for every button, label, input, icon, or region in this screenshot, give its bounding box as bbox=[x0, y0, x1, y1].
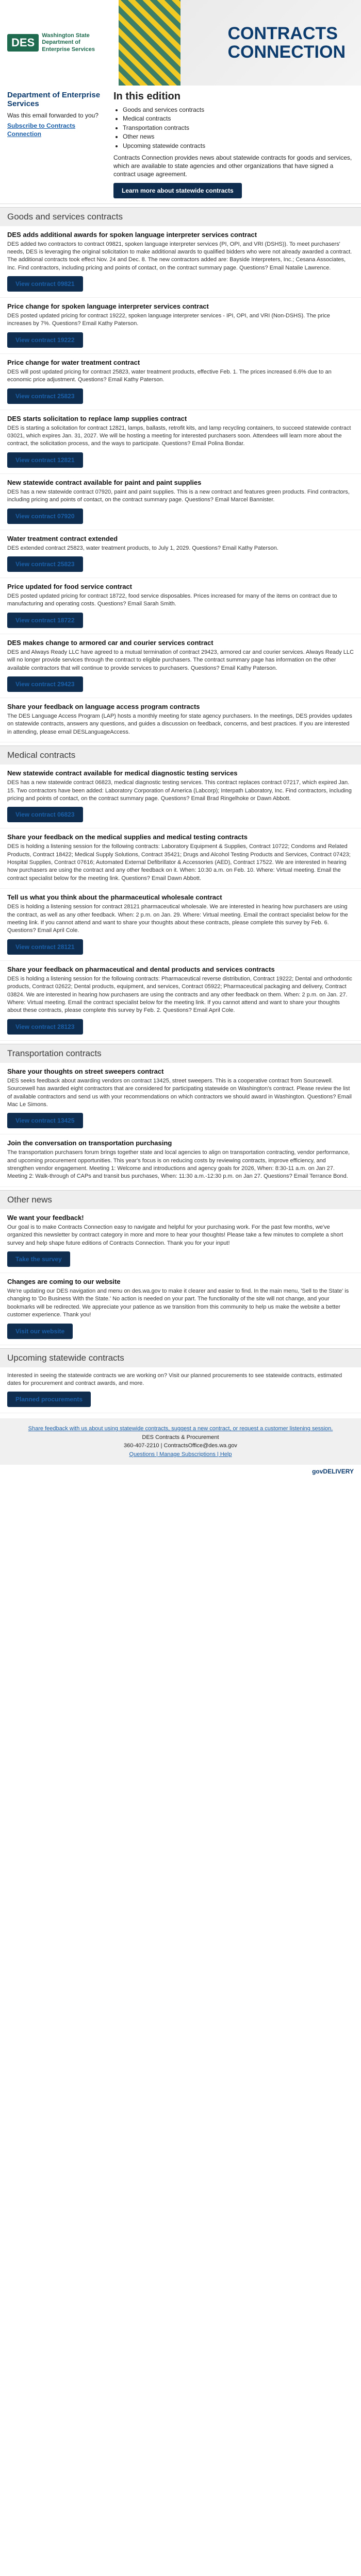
edition-item: • Transportation contracts bbox=[123, 124, 354, 132]
article-button[interactable]: View contract 29423 bbox=[7, 676, 83, 692]
section-upcoming: Upcoming statewide contracts bbox=[0, 1348, 361, 1367]
article-body: DES is holding a listening session for contract 28121 pharmaceutical wholesale. We are interested in hearing how purchasers are using the contract, as well as any other feedback. When: 2 p.m. on Jan. 29. Where: Virtual meeting. Email the contract specialist below for the meeting link. If you cannot attend and want to share your thoughts about these contracts, please complete this survey by Feb. 6. Questions? Email April Cole. bbox=[7, 904, 348, 934]
intro bbox=[0, 86, 361, 204]
article-button[interactable]: View contract 25823 bbox=[7, 556, 83, 572]
forwarded-text: Was this email forwarded to you? bbox=[7, 112, 99, 119]
article-button[interactable]: Visit our website bbox=[7, 1324, 73, 1339]
article bbox=[0, 226, 361, 298]
edition-heading: In this edition bbox=[113, 91, 180, 102]
article-title: New statewide contract available for paint and paint supplies bbox=[7, 478, 202, 486]
article bbox=[0, 1134, 361, 1187]
planned-procurements-button[interactable]: Planned procurements bbox=[7, 1392, 91, 1407]
article-button[interactable]: View contract 12821 bbox=[7, 452, 83, 468]
article-body: We're updating our DES navigation and menu on des.wa.gov to make it clearer and easier to find. In the main menu, 'Sell to the State' is changing to 'Do Business With the State.' No action is needed on your part. The functionality of the site will not change, and your bookmarks will be redirected. We appreciate your patience as we transition from this community to help us make the website a better customer experience. Thank you! bbox=[7, 1288, 349, 1318]
intro-right bbox=[113, 91, 354, 198]
des-logo: DES bbox=[7, 34, 39, 52]
article-button[interactable]: View contract 07920 bbox=[7, 509, 83, 524]
article-button[interactable]: View contract 28123 bbox=[7, 1019, 83, 1035]
article bbox=[0, 298, 361, 354]
article-body: DES posted updated pricing for contract 18722, food service disposables. Prices increased for many of the items on contract due to manufacturing and operating costs. Questions? Email Sarah Smith. bbox=[7, 592, 337, 607]
article-body: DES has a new statewide contract 07920, paint and paint supplies. This is a new contract and features green products. Find contractors, including pricing and points of contact, on the contract summary page. Questions? Email Marcel Bannister. bbox=[7, 488, 350, 503]
article-title: New statewide contract available for medical diagnostic testing services bbox=[7, 769, 238, 777]
article-title: We want your feedback! bbox=[7, 1213, 84, 1222]
article-button[interactable]: View contract 28121 bbox=[7, 939, 83, 955]
upcoming-body: Interested in seeing the statewide contracts we are working on? Visit our planned procurements to see statewide contracts, estimated dates for procurement and contract awards, and more. bbox=[7, 1372, 342, 1386]
article-title: DES adds additional awards for spoken language interpreter services contract bbox=[7, 230, 257, 239]
edition-item: • Upcoming statewide contracts bbox=[123, 142, 354, 150]
article-button[interactable]: View contract 18722 bbox=[7, 613, 83, 628]
article-body: The transportation purchasers forum brings together state and local agencies to align on transportation contracting, vendor performance, and upcoming procurement opportunities. This year's focus is on reducing costs by reviewing contracts, improve efficiency, and strengthen vendor engagement. Meeting 1: Welcome and introductions and agency goals for 2026, When: 8:30-11 a.m. on Jan 27. Meeting 2: Walk-through of CAPs and transit bus purchases, When: 11:30 a.m.-12:30 p.m. on Jan 27. Questions? Email Terrance Bond. bbox=[7, 1149, 350, 1180]
agency-line1: Washington State bbox=[42, 32, 90, 39]
banner-stripe bbox=[119, 0, 180, 86]
subscribe-link[interactable]: Subscribe to Contracts Connection bbox=[7, 122, 76, 138]
learn-more-button[interactable]: Learn more about statewide contracts bbox=[113, 183, 242, 198]
article-body: DES is holding a listening session for the following contracts: Laboratory Equipment & Supplies, Contract 10722; Condoms and Related Products, Contract 18422; Medical Supply Solutions, Contract 35421; Drugs and Alcohol Testing Products and Services, Contract 07423; Hospital Supplies, Contract 07616; Automated External Defibrillator & Accessories (AED), Contract 17522. We are interested in hearing how purchasers are using the contract and any other feedback on it. When: 10:30 a.m. on Feb. 10. Where: Virtual meeting. Email the contract specialist below for the meeting link. Questions? Email Dawn Abbott. bbox=[7, 843, 351, 882]
article-button[interactable]: View contract 06823 bbox=[7, 807, 83, 822]
agency-name bbox=[42, 32, 95, 53]
article bbox=[0, 765, 361, 828]
share-feedback-link[interactable]: Share feedback with us about using statewide contracts, suggest a new contract, or request a customer listening session. bbox=[28, 1426, 333, 1432]
govdelivery-logo: govDELIVERY bbox=[312, 1468, 354, 1476]
intro-description: Contracts Connection provides news about statewide contracts for goods and services, which are available to state agencies and other organizations that have signed a contract usage agreement. bbox=[113, 154, 352, 178]
footer-org: DES Contracts & Procurement bbox=[142, 1434, 219, 1440]
article bbox=[0, 828, 361, 889]
article-body: DES is starting a solicitation for contract 12821, lamps, ballasts, retrofit kits, and lamp recycling containers, to succeed statewide contract 03021, which expires Jan. 31, 2027. We will be hosting a meeting for interested purchasers soon. Attendees will learn more about the contract, the solicitation process, and the ways to participate. Questions? Email Polina Bondar. bbox=[7, 425, 351, 447]
article-title: DES starts solicitation to replace lamp supplies contract bbox=[7, 414, 187, 422]
section-goods: Goods and services contracts bbox=[0, 207, 361, 226]
article-title: Tell us what you think about the pharmaceutical wholesale contract bbox=[7, 893, 222, 902]
edition-item: • Other news bbox=[123, 132, 354, 141]
article-button[interactable]: View contract 13425 bbox=[7, 1113, 83, 1128]
intro-left bbox=[7, 91, 105, 198]
article bbox=[0, 1063, 361, 1135]
article bbox=[0, 410, 361, 474]
article-body: DES added two contractors to contract 09821, spoken language interpreter services (PI, OPI, and VRI (DSHS)). To meet purchasers' needs, DES is leveraging the original solicitation to make additional awards to qualified bidders who were not already awarded a contract. The additional contracts took effect Nov. 24 and Dec. 8. The new contractors added are: Bayside Interpreters, Inc.; Cesana Associates, Inc. Find contractors, including pricing and points of contact, on the contract summary page. Questions? Email Natalie Lawrence. bbox=[7, 241, 352, 271]
article-body: DES is holding a listening session for the following contracts: Pharmaceutical reverse distribution, Contract 19222; Dental and orthodontic products, Contract 02622; Dental products, equipment, and services, Contract 05922; Pharmaceutical packaging and delivery, Contract 03824. We are interested in hearing how purchasers are using the contracts and any other feedback on them. When: 2 p.m. on Jan. 27. Where: Virtual meeting. Email the contract specialist below for the meeting link. If you cannot attend and want to share your thoughts about these contracts, please complete this survey by Feb. 2. Questions? Email April Cole. bbox=[7, 975, 352, 1014]
article-title: Changes are coming to our website bbox=[7, 1278, 121, 1286]
transportation-articles bbox=[0, 1063, 361, 1187]
article-body: DES and Always Ready LLC have agreed to a mutual termination of contract 29423, armored car and courier services. Always Ready LLC will no longer provide services through the contract to eligible purchasers. The contract summary page has information on the other available contractors that will continue to provide services to purchasers. Questions? Email Kathy Paterson. bbox=[7, 649, 354, 671]
article-body: DES posted updated pricing for contract 19222, spoken language interpreter services - IPI, OPI, and VRI (Non-DSHS). The price increases by 7%. Questions? Email Kathy Paterson. bbox=[7, 313, 330, 327]
goods-articles bbox=[0, 226, 361, 743]
article-body: DES seeks feedback about awarding vendors on contract 13425, street sweepers. This is a cooperative contract from Sourcewell. Sourcewell has awarded eight contractors that are considered for participating statewide on Washington's contract. Please review the list of available contractors and send us with your recommendations on which contractors we should award in Washington. Questions? Email Mac Le Simons. bbox=[7, 1077, 352, 1108]
footer-links[interactable]: Questions | Manage Subscriptions | Help bbox=[129, 1451, 232, 1458]
banner-title bbox=[227, 25, 346, 61]
article-body: DES extended contract 25823, water treatment products, to July 1, 2029. Questions? Email Kathy Paterson. bbox=[7, 545, 278, 551]
article-title: Share your feedback on the medical supplies and medical testing contracts bbox=[7, 833, 248, 841]
section-medical: Medical contracts bbox=[0, 745, 361, 765]
footer-contact: 360-407-2210 | ContractsOffice@des.wa.gov bbox=[124, 1443, 237, 1449]
dept-name: Department of Enterprise Services bbox=[7, 91, 101, 108]
article bbox=[0, 1209, 361, 1273]
banner-art bbox=[119, 0, 361, 86]
article-title: Share your feedback on pharmaceutical and dental products and services contracts bbox=[7, 965, 275, 973]
article-title: Water treatment contract extended bbox=[7, 534, 118, 543]
article bbox=[0, 474, 361, 530]
article bbox=[0, 578, 361, 634]
hero-banner bbox=[0, 0, 361, 86]
edition-list bbox=[123, 106, 354, 150]
agency-line2: Department of bbox=[42, 39, 80, 46]
medical-articles bbox=[0, 765, 361, 1041]
article bbox=[0, 961, 361, 1041]
edition-item: • Medical contracts bbox=[123, 114, 354, 123]
agency-line3: Enterprise Services bbox=[42, 46, 95, 53]
article-title: Price updated for food service contract bbox=[7, 582, 133, 590]
article-title: Price change for spoken language interpreter services contract bbox=[7, 302, 209, 311]
article bbox=[0, 698, 361, 742]
article bbox=[0, 1273, 361, 1345]
article bbox=[0, 889, 361, 961]
article-button[interactable]: View contract 25823 bbox=[7, 388, 83, 404]
section-transportation: Transportation contracts bbox=[0, 1044, 361, 1063]
article bbox=[0, 530, 361, 578]
article-title: Price change for water treatment contract bbox=[7, 358, 140, 366]
banner-title-line2: CONNECTION bbox=[227, 42, 346, 62]
article-button[interactable]: View contract 09821 bbox=[7, 276, 83, 292]
article-button[interactable]: View contract 19222 bbox=[7, 332, 83, 348]
article-title: Share your thoughts on street sweepers contract bbox=[7, 1067, 164, 1075]
article bbox=[0, 634, 361, 698]
article bbox=[0, 354, 361, 410]
article-title: Share your feedback on language access program contracts bbox=[7, 702, 200, 710]
article-title: Join the conversation on transportation purchasing bbox=[7, 1139, 172, 1147]
agency-logo-block bbox=[0, 0, 119, 86]
article-body: DES has a new statewide contract 06823, medical diagnostic testing services. This contract replaces contract 07217, which expired Jan. 15. Two contractors have been added: Laboratory Corporation of America (Labcorp); Interpath Laboratory, Inc. Find contractors, including pricing and points of contact, on the contract summary page. Questions? Email Brad Ringelhoke or Dawn Abbott. bbox=[7, 779, 352, 802]
banner-title-line1: CONTRACTS bbox=[227, 24, 338, 43]
section-other: Other news bbox=[0, 1190, 361, 1209]
article-body: Our goal is to make Contracts Connection easy to navigate and helpful for your purchasing work. For the past few months, we've organized this newsletter by contract category in more and more to hear your thoughts! Please take a few minutes to complete a short survey and help shape future editions of Contracts Connection. Thank you for your input! bbox=[7, 1224, 343, 1246]
footer bbox=[0, 1418, 361, 1465]
upcoming-article bbox=[0, 1367, 361, 1414]
article-title: DES makes change to armored car and courier services contract bbox=[7, 638, 214, 647]
other-articles bbox=[0, 1209, 361, 1345]
edition-item: • Goods and services contracts bbox=[123, 106, 354, 114]
article-body: DES will post updated pricing for contract 25823, water treatment products, effective Feb. 1. The prices increased 6.6% due to an economic price adjustment. Questions? Email Kathy Paterson. bbox=[7, 368, 332, 383]
article-body: The DES Language Access Program (LAP) hosts a monthly meeting for state agency purchasers. In the meetings, DES provides updates on statewide contracts, answers any questions, and guides a discussion on feedback, concerns, and best practices. If you are interested in attending, please email DESLanguageAccess. bbox=[7, 713, 352, 735]
article-button[interactable]: Take the survey bbox=[7, 1251, 70, 1267]
